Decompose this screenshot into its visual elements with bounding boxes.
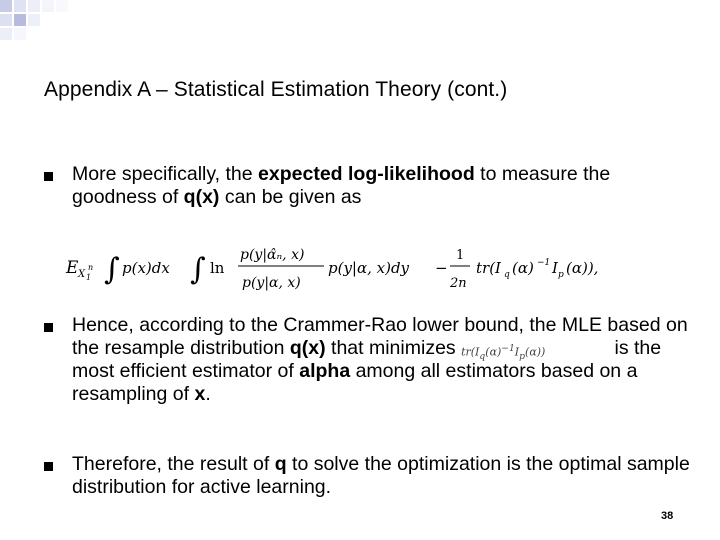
svg-text:(α): (α) bbox=[512, 259, 534, 277]
svg-text:1: 1 bbox=[86, 273, 92, 282]
svg-text:∫: ∫ bbox=[104, 252, 120, 287]
svg-text:1: 1 bbox=[456, 248, 465, 263]
bullet-2-text: Hence, according to the Crammer-Rao lower bound, the MLE based on the resample distribution q(x) that minimizes $tr(I_q(\alpha)^{-1}I_p(\alpha))$ is the most efficient estimator of alpha among all estimators based on a resampling of x. bbox=[72, 314, 688, 405]
bullet-marker bbox=[44, 172, 53, 181]
svg-text:(α)),: (α)), bbox=[566, 259, 599, 277]
svg-text:p(y|α̂ₙ, x): p(y|α̂ₙ, x) bbox=[240, 247, 305, 263]
svg-text:q: q bbox=[504, 270, 510, 280]
svg-text:p(y|α, x)dy: p(y|α, x)dy bbox=[328, 259, 410, 277]
svg-text:p(y|α, x): p(y|α, x) bbox=[242, 275, 301, 291]
svg-text:E: E bbox=[66, 258, 79, 278]
svg-text:p: p bbox=[558, 270, 564, 280]
corner-decoration bbox=[0, 0, 70, 40]
bullet-3-text: Therefore, the result of q to solve the optimization is the optimal sample distribution for active learning. bbox=[72, 453, 690, 498]
svg-text:n: n bbox=[88, 263, 94, 272]
bullet-marker bbox=[44, 462, 53, 471]
svg-text:X: X bbox=[78, 269, 86, 280]
svg-text:−1: −1 bbox=[537, 258, 551, 268]
svg-text:tr(I: tr(I bbox=[476, 259, 501, 277]
svg-text:p(x)dx: p(x)dx bbox=[122, 259, 170, 277]
svg-text:∫: ∫ bbox=[190, 252, 206, 287]
slide-title: Appendix A – Statistical Estimation Theory (cont.) bbox=[44, 78, 508, 101]
svg-text:ln: ln bbox=[210, 259, 225, 277]
bullet-1-text: More specifically, the expected log-likelihood to measure the goodness of q(x) can be given as bbox=[72, 163, 611, 208]
svg-text:2n: 2n bbox=[450, 276, 467, 291]
trace-formula-inline: $tr(I_q(\alpha)^{-1}I_p(\alpha))$ bbox=[461, 343, 546, 363]
bullet-marker bbox=[44, 323, 53, 332]
page-number: 38 bbox=[661, 510, 674, 522]
svg-text:−: − bbox=[435, 259, 448, 277]
expected-log-likelihood-equation bbox=[60, 237, 680, 295]
svg-text:I: I bbox=[552, 259, 558, 277]
